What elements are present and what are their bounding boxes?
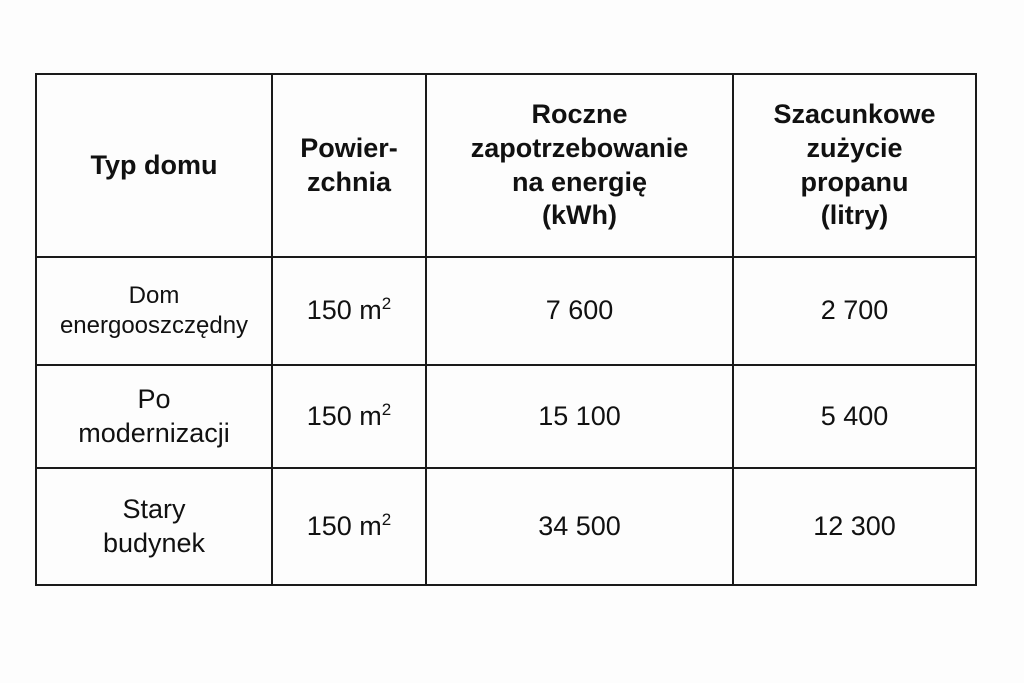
cell-energia: 15 100	[426, 365, 733, 468]
header-roczne-zapotrzebowanie: Roczne zapotrzebowanie na energię (kWh)	[426, 74, 733, 257]
cell-powierzchnia: 150 $m^2$	[272, 257, 426, 365]
energy-table	[35, 73, 977, 586]
cell-energia: 34 500	[426, 468, 733, 585]
table-row	[36, 468, 976, 585]
table-header-row	[36, 74, 976, 257]
cell-propan: 2 700	[733, 257, 976, 365]
header-szacunkowe-zuzycie: Szacunkowe zużycie propanu (litry)	[733, 74, 976, 257]
cell-energia: 7 600	[426, 257, 733, 365]
cell-propan: 12 300	[733, 468, 976, 585]
cell-powierzchnia: 150 $m^2$	[272, 365, 426, 468]
cell-typ-domu: Po modernizacji	[36, 365, 272, 468]
cell-propan: 5 400	[733, 365, 976, 468]
cell-powierzchnia: 150 $m^2$	[272, 468, 426, 585]
table-row	[36, 365, 976, 468]
header-typ-domu: Typ domu	[36, 74, 272, 257]
cell-typ-domu: Dom energooszczędny	[36, 257, 272, 365]
header-powierzchnia: Powier- zchnia	[272, 74, 426, 257]
cell-typ-domu: Stary budynek	[36, 468, 272, 585]
table-row	[36, 257, 976, 365]
